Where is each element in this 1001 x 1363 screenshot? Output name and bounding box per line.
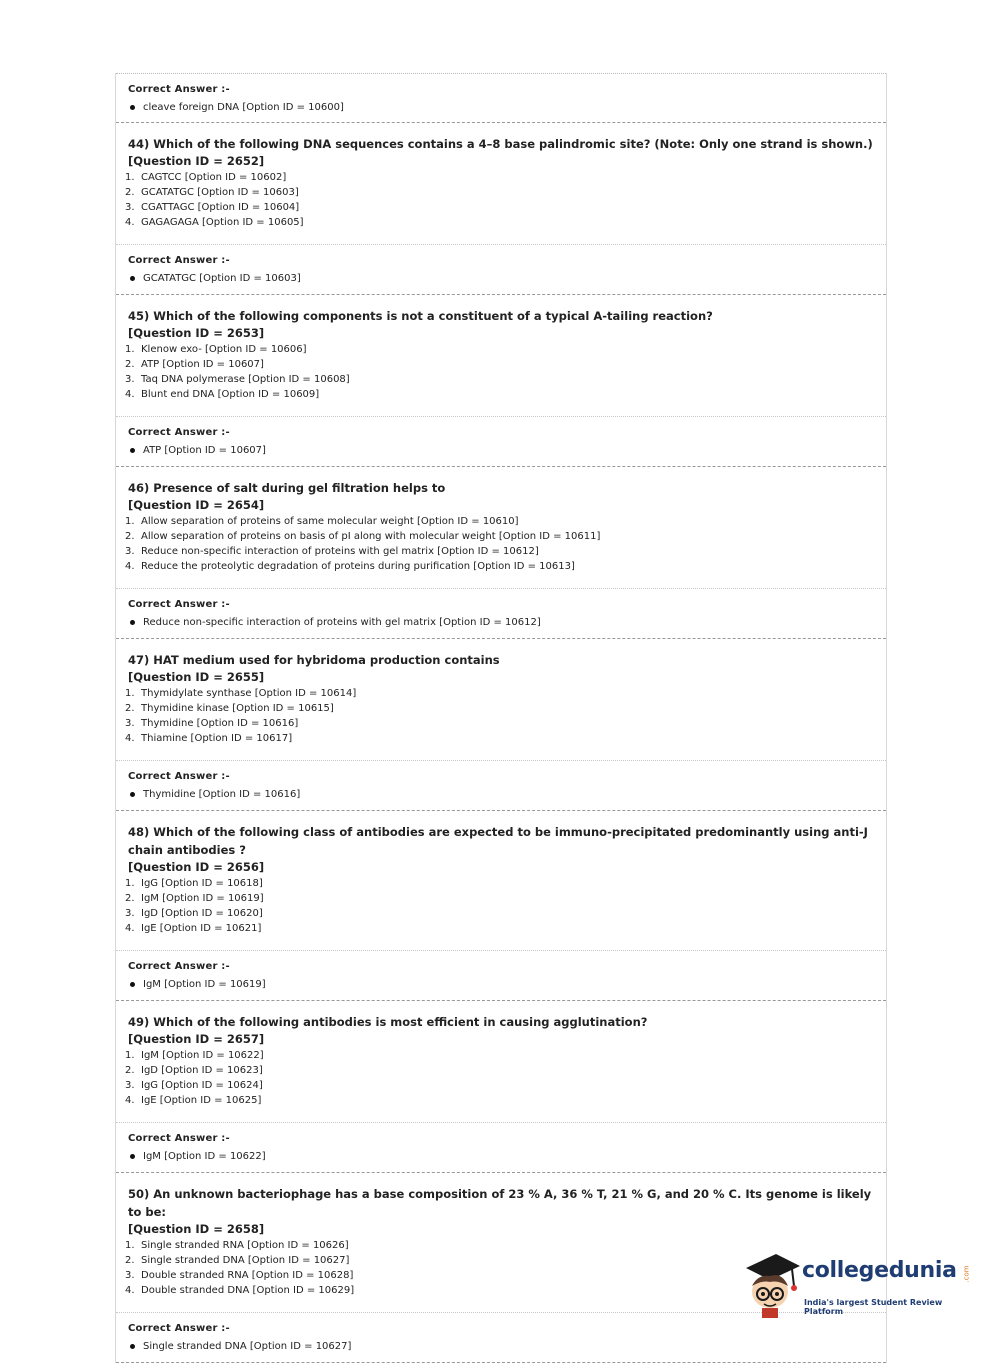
option-text: IgD [Option ID = 10623] [141,1065,263,1076]
option-item [125,1063,874,1078]
option-text: Reduce non-specific interaction of proteins with gel matrix [Option ID = 10612] [141,546,539,557]
option-number: 3. [125,1270,135,1281]
option-number: 1. [125,878,135,889]
question-block [116,123,886,236]
option-number: 4. [125,923,135,934]
option-text: IgM [Option ID = 10619] [141,893,264,904]
option-text: GCATATGC [Option ID = 10603] [141,187,299,198]
correct-answer-label: Correct Answer :- [128,599,230,610]
option-number: 1. [125,516,135,527]
options-list [125,170,874,230]
option-number: 1. [125,1240,135,1251]
correct-answer-item [128,977,874,992]
correct-answer-item [128,1149,874,1164]
option-item [125,387,874,402]
option-number: 2. [125,893,135,904]
correct-answer-block [116,1122,886,1172]
correct-answer-text: ATP [Option ID = 10607] [143,445,266,456]
option-text: CGATTAGC [Option ID = 10604] [141,202,300,213]
option-item [125,357,874,372]
bullet-icon [130,792,135,797]
question-paper [115,73,887,1363]
bullet-icon [130,276,135,281]
question-id: [Question ID = 2658] [128,1222,265,1236]
option-number: 3. [125,908,135,919]
option-number: 3. [125,1080,135,1091]
option-text: Thymidylate synthase [Option ID = 10614] [141,688,357,699]
option-number: 2. [125,1255,135,1266]
option-number: 1. [125,688,135,699]
option-item [125,170,874,185]
correct-answer-block [116,244,886,294]
question-text: 48) Which of the following class of antibodies are expected to be immuno-precipitated predominantly using anti-J chain antibodies ? [128,825,868,857]
correct-answer-block [116,588,886,638]
option-text: ATP [Option ID = 10607] [141,359,264,370]
option-item [125,372,874,387]
bullet-icon [130,448,135,453]
question-id: [Question ID = 2653] [128,326,265,340]
bullet-icon [130,105,135,110]
option-text: IgE [Option ID = 10625] [141,1095,262,1106]
mascot-icon [742,1248,802,1320]
correct-answer-item [128,787,874,802]
question-block [116,1001,886,1114]
option-number: 1. [125,1050,135,1061]
options-list [125,1048,874,1108]
option-text: Allow separation of proteins of same molecular weight [Option ID = 10610] [141,516,519,527]
option-number: 4. [125,733,135,744]
correct-answer-item [128,271,874,286]
correct-answer-text: cleave foreign DNA [Option ID = 10600] [143,102,344,113]
option-text: IgG [Option ID = 10618] [141,878,263,889]
option-item [125,1048,874,1063]
option-item [125,686,874,701]
option-text: Taq DNA polymerase [Option ID = 10608] [141,374,350,385]
option-text: Allow separation of proteins on basis of pI along with molecular weight [Option ID = 10611] [141,531,601,542]
option-item [125,544,874,559]
correct-answer-item [128,443,874,458]
option-item [125,716,874,731]
options-list [125,514,874,574]
correct-answer-label: Correct Answer :- [128,1323,230,1334]
option-number: 3. [125,202,135,213]
option-text: Thymidine kinase [Option ID = 10615] [141,703,334,714]
option-text: IgE [Option ID = 10621] [141,923,262,934]
logo-tagline: India's largest Student Review Platform [804,1298,943,1316]
collegedunia-logo [742,1248,982,1320]
option-item [125,185,874,200]
correct-answer-text: IgM [Option ID = 10622] [143,1151,266,1162]
option-item [125,921,874,936]
correct-answer-item [128,1339,874,1354]
option-text: Double stranded DNA [Option ID = 10629] [141,1285,355,1296]
option-number: 4. [125,561,135,572]
question-text: 50) An unknown bacteriophage has a base composition of 23 % A, 36 % T, 21 % G, and 20 % C. Its genome is likely to be: [128,1187,872,1219]
option-number: 3. [125,374,135,385]
option-text: Reduce the proteolytic degradation of proteins during purification [Option ID = 10613] [141,561,575,572]
option-number: 1. [125,172,135,183]
correct-answer-text: Single stranded DNA [Option ID = 10627] [143,1341,352,1352]
option-text: IgD [Option ID = 10620] [141,908,263,919]
option-item [125,342,874,357]
logo-wordmark: collegedunia [802,1258,957,1283]
correct-answer-label: Correct Answer :- [128,961,230,972]
option-number: 2. [125,531,135,542]
option-item [125,559,874,574]
option-number: 2. [125,703,135,714]
option-item [125,891,874,906]
correct-answer-label: Correct Answer :- [128,255,230,266]
option-item [125,906,874,921]
option-text: Single stranded DNA [Option ID = 10627] [141,1255,350,1266]
question-block [116,639,886,752]
option-item [125,514,874,529]
correct-answer-label: Correct Answer :- [128,427,230,438]
option-text: IgM [Option ID = 10622] [141,1050,264,1061]
option-number: 2. [125,187,135,198]
correct-answer-text: GCATATGC [Option ID = 10603] [143,273,301,284]
option-number: 2. [125,1065,135,1076]
question-id: [Question ID = 2657] [128,1032,265,1046]
bullet-icon [130,620,135,625]
question-text: 47) HAT medium used for hybridoma production contains [128,653,500,667]
options-list [125,876,874,936]
option-text: IgG [Option ID = 10624] [141,1080,263,1091]
option-text: CAGTCC [Option ID = 10602] [141,172,287,183]
option-number: 4. [125,1285,135,1296]
question-block [116,295,886,408]
options-list [125,342,874,402]
option-item [125,529,874,544]
option-number: 4. [125,389,135,400]
question-text: 46) Presence of salt during gel filtration helps to [128,481,446,495]
option-item [125,1078,874,1093]
question-text: 44) Which of the following DNA sequences contains a 4–8 base palindromic site? (Note: Only one strand is shown.) [128,137,873,151]
correct-answer-block [116,950,886,1000]
correct-answer-label: Correct Answer :- [128,1133,230,1144]
option-text: Single stranded RNA [Option ID = 10626] [141,1240,349,1251]
option-number: 4. [125,217,135,228]
correct-answer-block [116,416,886,466]
option-item [125,731,874,746]
bullet-icon [130,982,135,987]
correct-answer-label: Correct Answer :- [128,771,230,782]
option-number: 3. [125,546,135,557]
bullet-icon [130,1344,135,1349]
correct-answer-item [128,100,874,115]
bullet-icon [130,1154,135,1159]
correct-answer-text: IgM [Option ID = 10619] [143,979,266,990]
question-list [116,122,886,1363]
options-list [125,686,874,746]
question-text: 45) Which of the following components is not a constituent of a typical A-tailing reaction? [128,309,713,323]
correct-answer-block [116,760,886,810]
option-item [125,1093,874,1108]
option-number: 2. [125,359,135,370]
correct-answer-text: Reduce non-specific interaction of proteins with gel matrix [Option ID = 10612] [143,617,541,628]
option-text: Double stranded RNA [Option ID = 10628] [141,1270,354,1281]
correct-answer-item [128,615,874,630]
option-text: GAGAGAGA [Option ID = 10605] [141,217,304,228]
option-number: 4. [125,1095,135,1106]
option-text: Thiamine [Option ID = 10617] [141,733,293,744]
option-text: Blunt end DNA [Option ID = 10609] [141,389,320,400]
correct-answer-text: Thymidine [Option ID = 10616] [143,789,301,800]
option-text: Klenow exo- [Option ID = 10606] [141,344,307,355]
question-id: [Question ID = 2656] [128,860,265,874]
option-number: 1. [125,344,135,355]
correct-answer-label: Correct Answer :- [128,84,230,95]
question-text: 49) Which of the following antibodies is most efficient in causing agglutination? [128,1015,648,1029]
question-id: [Question ID = 2655] [128,670,265,684]
question-id: [Question ID = 2652] [128,154,265,168]
logo-com: .com [962,1265,971,1283]
option-item [125,701,874,716]
option-item [125,876,874,891]
question-block [116,467,886,580]
question-id: [Question ID = 2654] [128,498,265,512]
option-item [125,215,874,230]
option-text: Thymidine [Option ID = 10616] [141,718,299,729]
option-number: 3. [125,718,135,729]
previous-correct-answer [116,73,886,122]
option-item [125,200,874,215]
question-block [116,811,886,942]
